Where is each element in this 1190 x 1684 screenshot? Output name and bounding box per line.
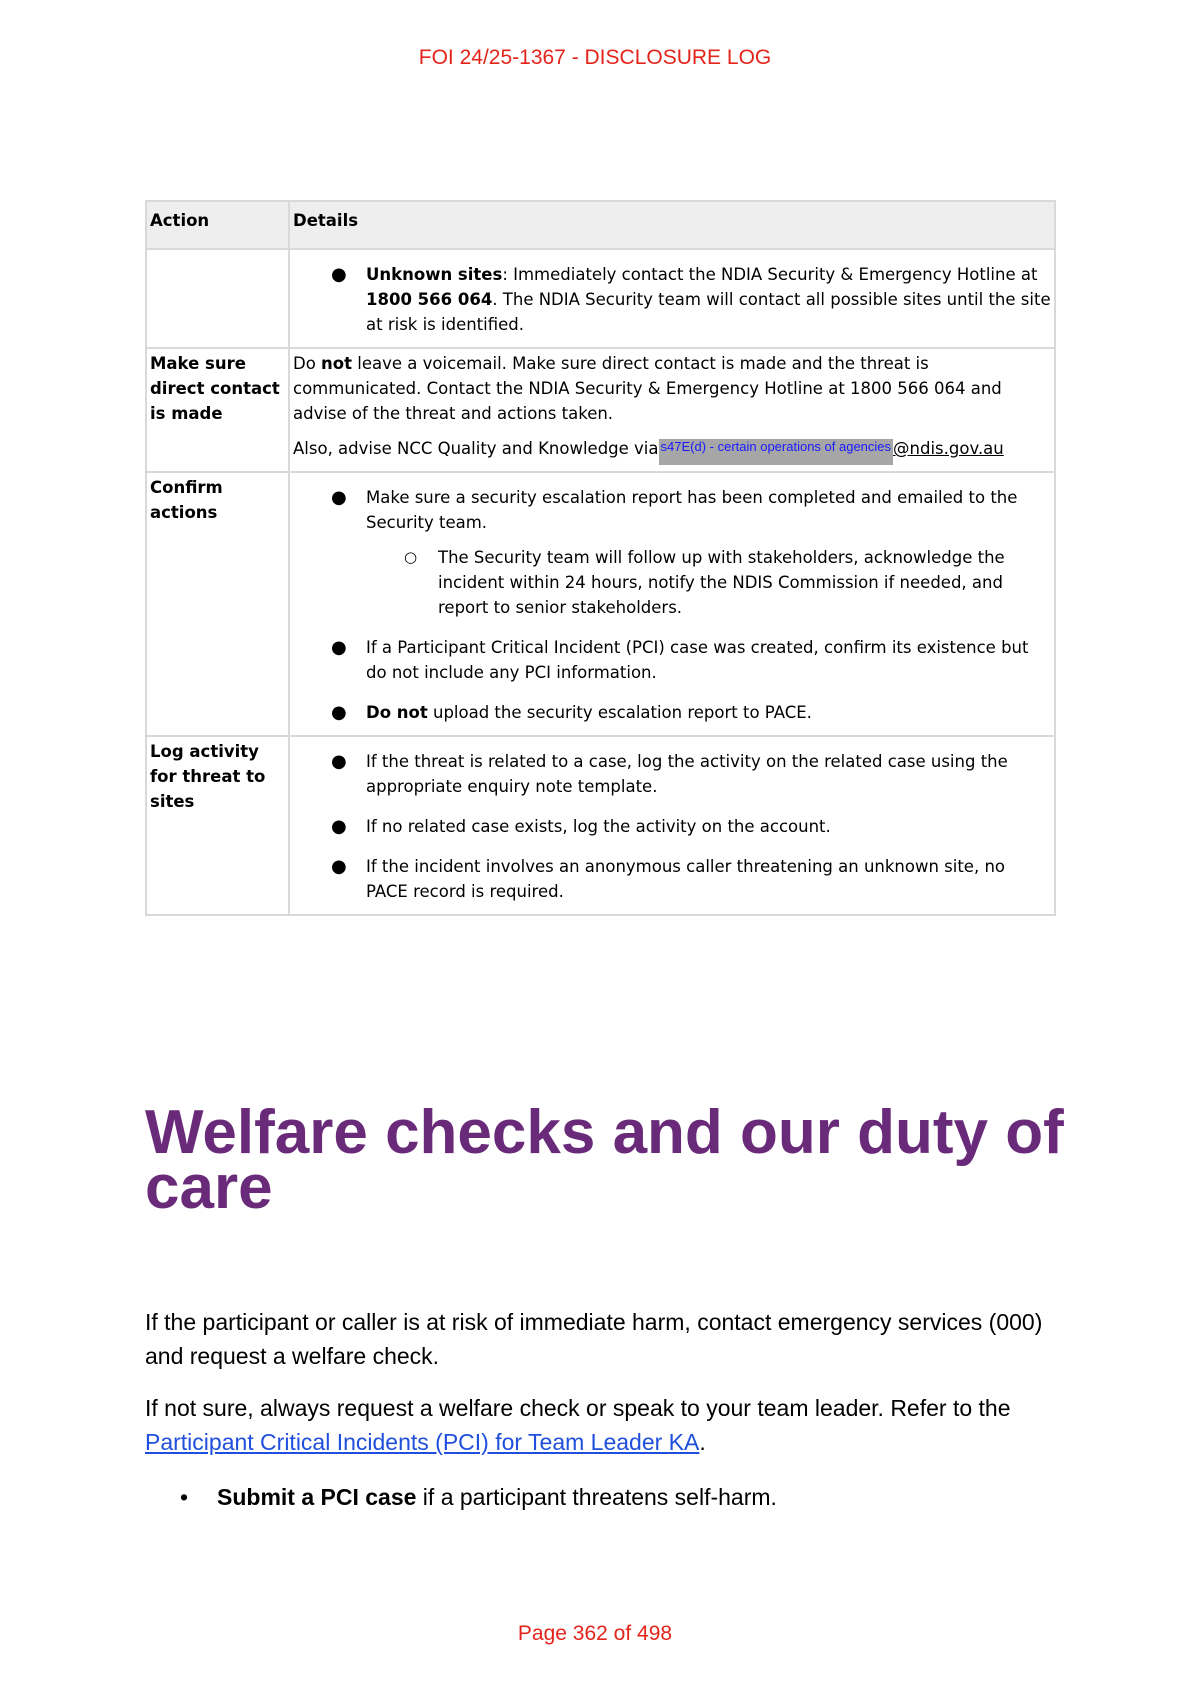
action-cell-empty: [146, 249, 289, 348]
details-cell: [289, 472, 1055, 736]
list-item: [293, 854, 1051, 904]
list-item: [293, 749, 1051, 799]
text: if a participant threatens self-harm.: [416, 1484, 777, 1510]
list-item: [293, 814, 1051, 839]
list-item: [293, 262, 1051, 337]
item-text: : Immediately contact the NDIA Security & Emergency Hotline at: [502, 265, 1038, 284]
text: Also, advise NCC Quality and Knowledge via: [293, 439, 659, 458]
bullet-icon: ●: [331, 487, 347, 508]
bullet-list: [293, 262, 1051, 337]
text: If not sure, always request a welfare check or speak to your team leader. Refer to the: [145, 1395, 1011, 1421]
bullet-icon: ●: [331, 637, 347, 658]
table-row: [146, 472, 1055, 736]
item-text: If the incident involves an anonymous caller threatening an unknown site, no PACE record is required.: [366, 857, 1006, 901]
bullet-icon: •: [180, 1484, 189, 1510]
table-row: [146, 736, 1055, 915]
action-cell: Log activity for threat to sites: [146, 736, 289, 915]
bullet-icon: ●: [331, 751, 347, 772]
bullet-icon: ●: [331, 702, 347, 723]
bullet-icon: ●: [331, 856, 347, 877]
pci-team-leader-link[interactable]: Participant Critical Incidents (PCI) for Team Leader KA: [145, 1429, 700, 1455]
column-header-action: Action: [146, 201, 289, 249]
details-cell: [289, 736, 1055, 915]
item-text: Make sure a security escalation report has been completed and emailed to the Security team.: [366, 488, 1018, 532]
text: .: [699, 1429, 706, 1455]
bullet-list: [293, 749, 1051, 904]
action-cell: Make sure direct contact is made: [146, 348, 289, 472]
bullet-list: [293, 485, 1051, 725]
action-cell: Confirm actions: [146, 472, 289, 736]
item-text: [180, 1480, 777, 1514]
email-link[interactable]: @ndis.gov.au: [893, 439, 1004, 458]
sub-bullet-list: [366, 545, 1051, 620]
list-item: [293, 485, 1051, 620]
item-text: If no related case exists, log the activity on the account.: [366, 817, 831, 836]
bold-text: Do not: [366, 703, 428, 722]
sub-list-item: [366, 545, 1051, 620]
hotline-number: 1800 566 064: [366, 290, 493, 309]
item-text: The Security team will follow up with stakeholders, acknowledge the incident within 24 hours, notify the NDIS Commission if needed, and report to senior stakeholders.: [438, 548, 1005, 617]
details-cell: [289, 249, 1055, 348]
item-text: If a Participant Critical Incident (PCI) case was created, confirm its existence but do not include any PCI information.: [366, 638, 1029, 682]
details-paragraph: [293, 351, 1051, 426]
item-text: . The NDIA Security team will contact all possible sites until the site at risk is identified.: [366, 290, 1051, 334]
details-paragraph: [293, 436, 1051, 465]
text: leave a voicemail. Make sure direct contact is made and the threat is communicated. Contact the NDIA Security & Emergency Hotline at 1800 566 064 and advise of the threat and actions taken.: [293, 354, 1002, 423]
section-heading: Welfare checks and our duty of care: [145, 1098, 1064, 1222]
page-number-footer: Page 362 of 498: [517, 1622, 673, 1645]
action-details-table: [145, 200, 1056, 916]
details-cell: [289, 348, 1055, 472]
table-row: [146, 348, 1055, 472]
list-item: [293, 635, 1051, 685]
column-header-details: Details: [289, 201, 1055, 249]
bold-text: Submit a PCI case: [217, 1484, 417, 1510]
item-text: upload the security escalation report to PACE.: [427, 703, 812, 722]
list-item: [293, 700, 1051, 725]
table-header-row: [146, 201, 1055, 249]
hollow-bullet-icon: ○: [404, 548, 418, 566]
table-row: [146, 249, 1055, 348]
item-text: If the threat is related to a case, log the activity on the related case using the appropriate enquiry note template.: [366, 752, 1008, 796]
text: Do: [293, 354, 322, 373]
list-item: [180, 1480, 777, 1514]
body-paragraph: If the participant or caller is at risk of immediate harm, contact emergency services (000) and request a welfare check.: [145, 1309, 1043, 1369]
body-paragraph: [145, 1391, 1045, 1459]
bullet-icon: ●: [331, 264, 347, 285]
bullet-icon: ●: [331, 816, 347, 837]
bold-text: Unknown sites: [366, 265, 503, 284]
disclosure-log-header: FOI 24/25-1367 - DISCLOSURE LOG: [418, 46, 772, 69]
redaction-box: s47E(d) - certain operations of agencies: [659, 439, 894, 465]
bold-text: not: [321, 354, 353, 373]
